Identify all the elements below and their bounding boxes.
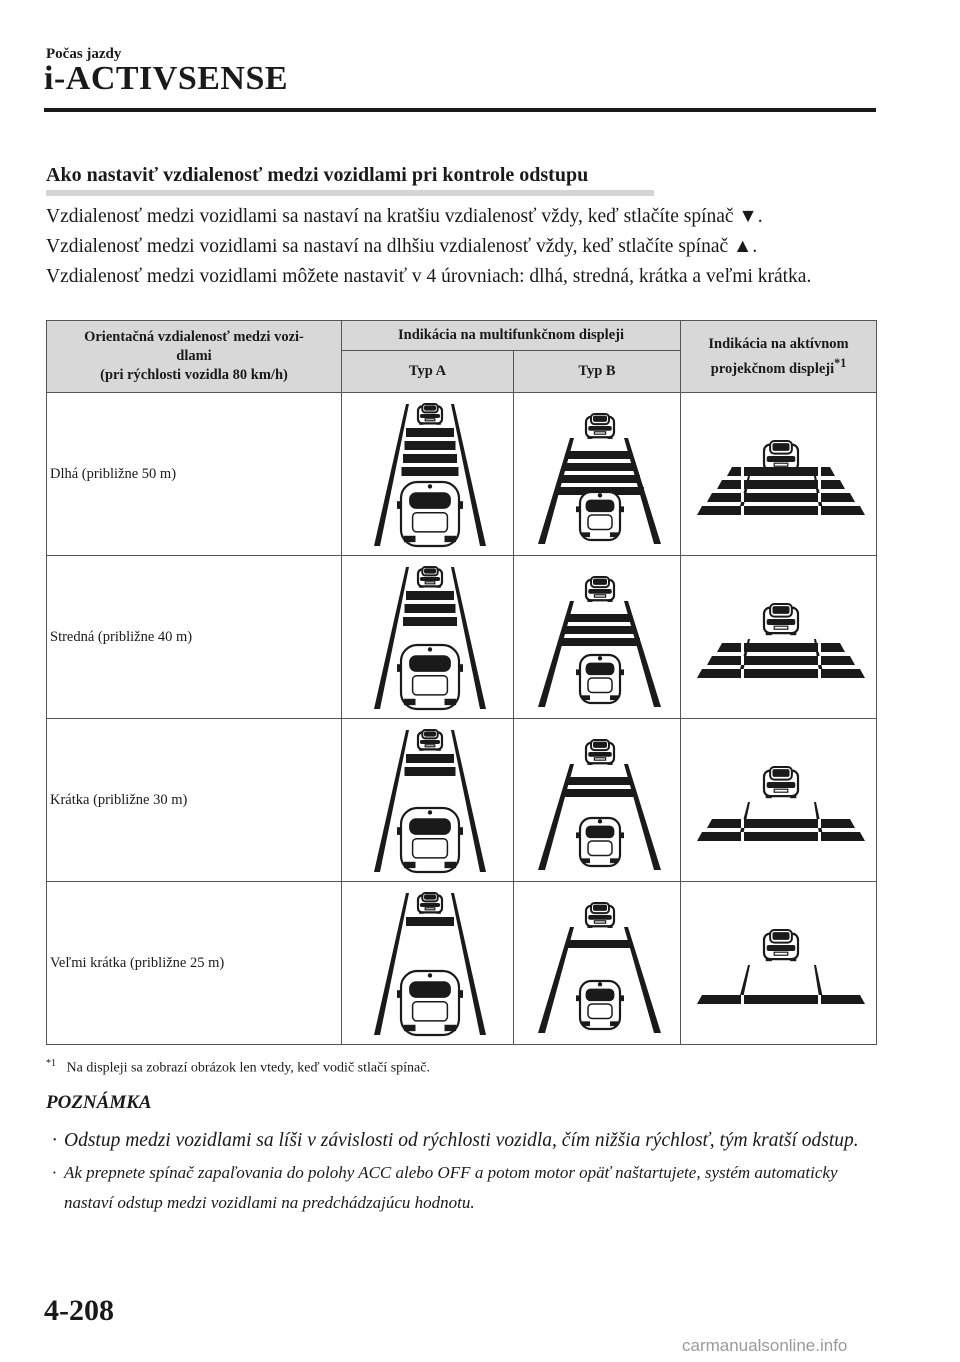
indicator-cell — [342, 393, 514, 556]
indicator-cell — [342, 719, 514, 882]
following-distance-typeA-icon — [344, 396, 512, 552]
distance-label: Veľmi krátka (približne 25 m) — [47, 882, 342, 1045]
header-multifunction: Indikácia na multifunkčnom displeji — [342, 321, 681, 351]
distance-bar — [560, 638, 640, 646]
distance-bar — [560, 475, 640, 483]
following-distance-typeB-icon — [516, 722, 679, 878]
distance-bar — [697, 669, 865, 678]
page-number: 4-208 — [44, 1294, 114, 1327]
distance-bar — [406, 917, 454, 926]
car-top-icon — [576, 655, 624, 703]
indicator-cell — [514, 882, 681, 1045]
car-top-icon — [397, 971, 463, 1035]
following-distance-typeA-icon — [344, 559, 512, 715]
header-distance: Orientačná vzdialenosť medzi vozi- dlami (pri rýchlosti vozidla 80 km/h) — [47, 321, 342, 393]
title-rule — [44, 108, 876, 112]
note-title: POZNÁMKA — [46, 1092, 152, 1113]
car-top-icon — [397, 808, 463, 872]
distance-bar — [697, 506, 865, 515]
car-rear-icon — [586, 903, 614, 928]
distance-bar — [707, 493, 855, 502]
indicator-cell — [514, 719, 681, 882]
car-rear-icon — [764, 930, 798, 961]
distance-bar — [404, 441, 455, 450]
indicator-cell — [342, 882, 514, 1045]
subheading-underline — [46, 190, 654, 196]
car-rear-icon — [418, 893, 442, 914]
distance-bar — [404, 604, 455, 613]
distance-bar — [568, 940, 632, 948]
distance-bar — [717, 643, 845, 652]
subheading: Ako nastaviť vzdialenosť medzi vozidlami pri kontrole odstupu — [46, 164, 589, 186]
distance-bar — [717, 480, 845, 489]
car-top-icon — [576, 492, 624, 540]
paragraph: Vzdialenosť medzi vozidlami sa nastaví na kratšiu vzdialenosť vždy, keď stlačíte spínač ▼. — [46, 206, 763, 227]
hud-distance-icon — [683, 722, 875, 878]
car-top-icon — [397, 482, 463, 546]
following-distance-typeA-icon — [344, 885, 512, 1041]
page-title: i-ACTIVSENSE — [44, 60, 289, 97]
distance-bar — [707, 656, 855, 665]
indicator-cell — [681, 393, 877, 556]
indicator-cell — [681, 556, 877, 719]
distance-bar — [568, 451, 632, 459]
distance-bar — [564, 463, 636, 471]
table-row — [47, 556, 877, 719]
table-row — [47, 882, 877, 1045]
hud-distance-icon — [683, 396, 875, 552]
following-distance-typeA-icon — [344, 722, 512, 878]
note-item: · Odstup medzi vozidlami sa líši v závislosti od rýchlosti vozidla, čím nižšia rýchlosť, tým kratší odstup. — [52, 1130, 859, 1151]
hud-distance-icon — [683, 559, 875, 715]
car-rear-icon — [764, 767, 798, 798]
distance-label: Dlhá (približne 50 m) — [47, 393, 342, 556]
distance-bar — [727, 467, 835, 476]
distance-bar — [406, 428, 454, 437]
header-hud: Indikácia na aktívnom projekčnom displeji$^{*1}$ — [681, 321, 877, 393]
note-list — [46, 1126, 866, 1218]
distance-bar — [697, 995, 865, 1004]
watermark: carmanualsonline.info — [682, 1336, 848, 1355]
car-rear-icon — [418, 404, 442, 425]
header-type-b: Typ B — [514, 351, 681, 393]
note-item: · Ak prepnete spínač zapaľovania do polohy ACC alebo OFF a potom motor opäť naštartujete, systém automaticky nastaví odstup medzi vozidlami na predchádzajúcu hodnotu. — [52, 1163, 838, 1212]
distance-bar — [697, 832, 865, 841]
indicator-cell — [514, 393, 681, 556]
car-top-icon — [576, 818, 624, 866]
following-distance-typeB-icon — [516, 885, 679, 1041]
distance-bar — [568, 614, 632, 622]
distance-bar — [707, 819, 855, 828]
paragraph: Vzdialenosť medzi vozidlami sa nastaví na dlhšiu vzdialenosť vždy, keď stlačíte spínač ▲. — [46, 236, 758, 257]
body-text — [46, 202, 876, 292]
footnote: $^{*1}$ Na displeji sa zobrazí obrázok len vtedy, keď vodič stlačí spínač. — [46, 1058, 430, 1076]
indicator-cell — [342, 556, 514, 719]
car-rear-icon — [586, 577, 614, 602]
distance-bar — [403, 617, 457, 626]
indicator-cell — [681, 719, 877, 882]
distance-bar — [403, 454, 457, 463]
table-row — [47, 719, 877, 882]
distance-bar — [564, 626, 636, 634]
car-rear-icon — [586, 740, 614, 765]
section-label: Počas jazdy — [46, 46, 122, 62]
distance-table — [46, 320, 877, 1045]
following-distance-typeB-icon — [516, 396, 679, 552]
distance-label: Krátka (približne 30 m) — [47, 719, 342, 882]
header-type-a: Typ A — [342, 351, 514, 393]
table-row — [47, 393, 877, 556]
car-rear-icon — [418, 567, 442, 588]
car-rear-icon — [586, 414, 614, 439]
indicator-cell — [681, 882, 877, 1045]
distance-bar — [406, 591, 454, 600]
distance-bar — [564, 789, 636, 797]
distance-bar — [406, 754, 454, 763]
car-rear-icon — [764, 604, 798, 635]
following-distance-typeB-icon — [516, 559, 679, 715]
indicator-cell — [514, 556, 681, 719]
car-top-icon — [397, 645, 463, 709]
distance-label: Stredná (približne 40 m) — [47, 556, 342, 719]
distance-bar — [404, 767, 455, 776]
distance-bar — [568, 777, 632, 785]
car-top-icon — [576, 981, 624, 1029]
hud-distance-icon — [683, 885, 875, 1041]
paragraph: Vzdialenosť medzi vozidlami môžete nastaviť v 4 úrovniach: dlhá, stredná, krátka a veľmi krátka. — [46, 266, 812, 287]
car-rear-icon — [418, 730, 442, 751]
distance-bar — [401, 467, 458, 476]
